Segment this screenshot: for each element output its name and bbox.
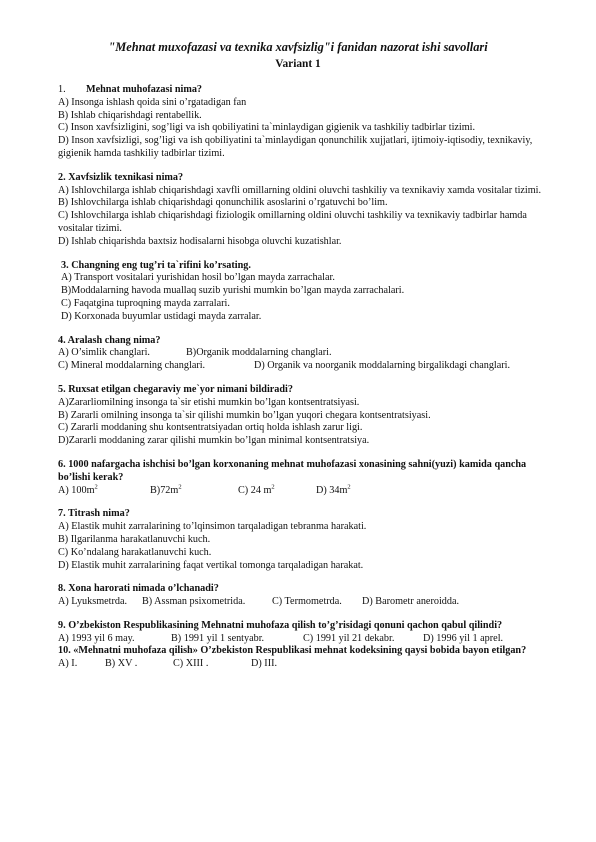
question-4 <box>58 335 548 373</box>
question-10 <box>58 645 548 671</box>
option-a: A) Ishlovchilarga ishlab chiqarishdagi xavfli omillarning oldini oluvchi tashkiliy va texnikaviy xamda vositalar tizimi. <box>58 184 542 196</box>
option-b: B) Ilgarilanma harakatlanuvchi kuch. <box>58 533 211 545</box>
document-title: "Mehnat muxofazasi va texnika xavfsizlig"i fanidan nazorat ishi savollari <box>108 40 488 54</box>
answers-row <box>58 485 548 498</box>
question-6 <box>58 459 548 497</box>
option-a: A) O’simlik changlari. <box>58 347 150 359</box>
option-b: B) Assman psixometrida. <box>142 596 246 608</box>
option-d: D) Barometr aneroidda. <box>362 596 460 608</box>
option-b: B)Moddalarning havoda muallaq suzib yurishi mumkin bo’lgan mayda zarrachalari. <box>61 285 405 297</box>
option-a: A) Elastik muhit zarralarining to’lqinsimon tarqaladigan tebranma harakati. <box>58 521 367 533</box>
answers-row <box>58 596 548 609</box>
option-d: D) Ishlab chiqarishda baxtsiz hodisalarni hisobga oluvchi kuzatishlar. <box>58 235 342 247</box>
option-c: C) XIII . <box>173 658 209 670</box>
question-1 <box>58 84 548 161</box>
question-text: 3. Changning eng tug’ri ta`rifini ko’rsating. <box>61 259 251 271</box>
option-d: D) $34m^2$ <box>316 483 351 496</box>
option-a: A) Lyuksmetrda. <box>58 596 128 608</box>
option-d: D) Elastik muhit zarralarining faqat vertikal tomonga tarqaladigan harakat. <box>58 559 364 571</box>
question-9 <box>58 620 548 646</box>
option-d: D) Organik va noorganik moddalarning birgalikdagi changlari. <box>254 360 511 372</box>
option-a: A) Transport vositalari yurishidan hosil bo’lgan mayda zarrachalar. <box>61 272 335 284</box>
question-3 <box>58 260 548 324</box>
option-a: A) Insonga ishlash qoida sini o’rgatadigan fan <box>58 96 247 108</box>
option-c: C) Termometrda. <box>272 596 342 608</box>
question-text: 5. Ruxsat etilgan chegaraviy me`yor nimani bildiradi? <box>58 383 293 395</box>
options-row-1 <box>58 347 548 360</box>
option-a: A)Zararliomilning insonga ta`sir etishi mumkin bo’lgan kontsentratsiyasi. <box>58 396 360 408</box>
option-a: A) $100m^2$ <box>58 483 98 496</box>
question-text: Mehnat muhofazasi nima? <box>86 84 203 95</box>
option-c: C) 1991 yil 21 dekabr. <box>303 632 395 644</box>
option-d: D) III. <box>251 658 278 670</box>
option-d: D) 1996 yil 1 aprel. <box>423 632 504 644</box>
option-c: C) Ko’ndalang harakatlanuvchi kuch. <box>58 546 212 558</box>
option-b: B) 1991 yil 1 sentyabr. <box>171 632 265 644</box>
question-text: 2. Xavfsizlik texnikasi nima? <box>58 171 184 183</box>
option-b: B) Ishlovchilarga ishlab chiqarishdagi qonunchilik asoslarini o’rgatuvchi bo’lim. <box>58 197 388 209</box>
options-row-2 <box>58 360 548 373</box>
option-a: A) 1993 yil 6 may. <box>58 632 135 644</box>
question-8 <box>58 583 548 609</box>
question-5 <box>58 384 548 448</box>
question-7 <box>58 508 548 572</box>
option-a: A) I. <box>58 658 78 670</box>
option-c: C) Inson xavfsizligini, sog’ligi va ish qobiliyatini ta`minlaydigan gigienik va tashkiliy tadbirlar tizimi. <box>58 122 476 134</box>
question-text: 10. «Mehnatni muhofaza qilish» O’zbekiston Respublikasi mehnat kodeksining qaysi bobida bayon etilgan? <box>58 645 527 657</box>
question-2 <box>58 172 548 249</box>
option-b: B) XV . <box>105 658 138 670</box>
option-b: B) Zararli omilning insonga ta`sir qilishi mumkin bo’lgan yuqori chegara kontsentratsiyasi. <box>58 409 431 421</box>
option-c: C) Mineral moddalarning changlari. <box>58 360 206 372</box>
option-d: D) Inson xavfsizligi, sog’ligi va ish qobiliyatini ta`minlaydigan qonunchilik xujjatlari, ijtimoiy-iqtisodiy, texnikaviy, gigienik hamda tashkiliy tadbirlar tizimi. <box>58 135 533 159</box>
question-text: 7. Titrash nima? <box>58 508 130 520</box>
question-text: 6. 1000 nafargacha ishchisi bo’lgan korxonaning mehnat muhofazasi xonasining sahni(yuzi) kamida qancha bo’lishi kerak? <box>58 458 527 483</box>
question-text: 8. Xona harorati nimada o’lchanadi? <box>58 583 219 595</box>
variant-label: Variant 1 <box>275 58 321 70</box>
option-c: C) Faqatgina tuproqning mayda zarralari. <box>61 297 230 309</box>
answers-row <box>58 658 548 671</box>
option-c: C) Ishlovchilarga ishlab chiqarishdagi fiziologik omillarning oldini oluvchi tashkiliy va texnikaviy tadbirlar hamda vositalar tizimi. <box>58 210 527 234</box>
question-text: 4. Aralash chang nima? <box>58 334 161 346</box>
option-b: B) Ishlab chiqarishdagi rentabellik. <box>58 109 202 121</box>
question-text: 9. O’zbekiston Respublikasining Mehnatni muhofaza qilish to’g’risidagi qonuni qachon qabul qilindi? <box>58 619 503 631</box>
option-c: C) 24 $m^2$ <box>238 483 275 496</box>
option-c: C) Zararli moddaning shu kontsentratsiyadan ortiq holda ishlash zarur ligi. <box>58 422 363 434</box>
question-number: 1. <box>58 84 66 95</box>
option-b: B)Organik moddalarning changlari. <box>186 347 332 359</box>
option-d: D) Korxonada buyumlar ustidagi mayda zarralar. <box>61 310 262 322</box>
option-d: D)Zararli moddaning zarar qilishi mumkin bo’lgan minimal kontsentratsiya. <box>58 435 370 447</box>
option-b: $B)72m^2$ <box>150 483 182 496</box>
questions-list <box>58 84 548 682</box>
answers-row <box>58 633 548 646</box>
